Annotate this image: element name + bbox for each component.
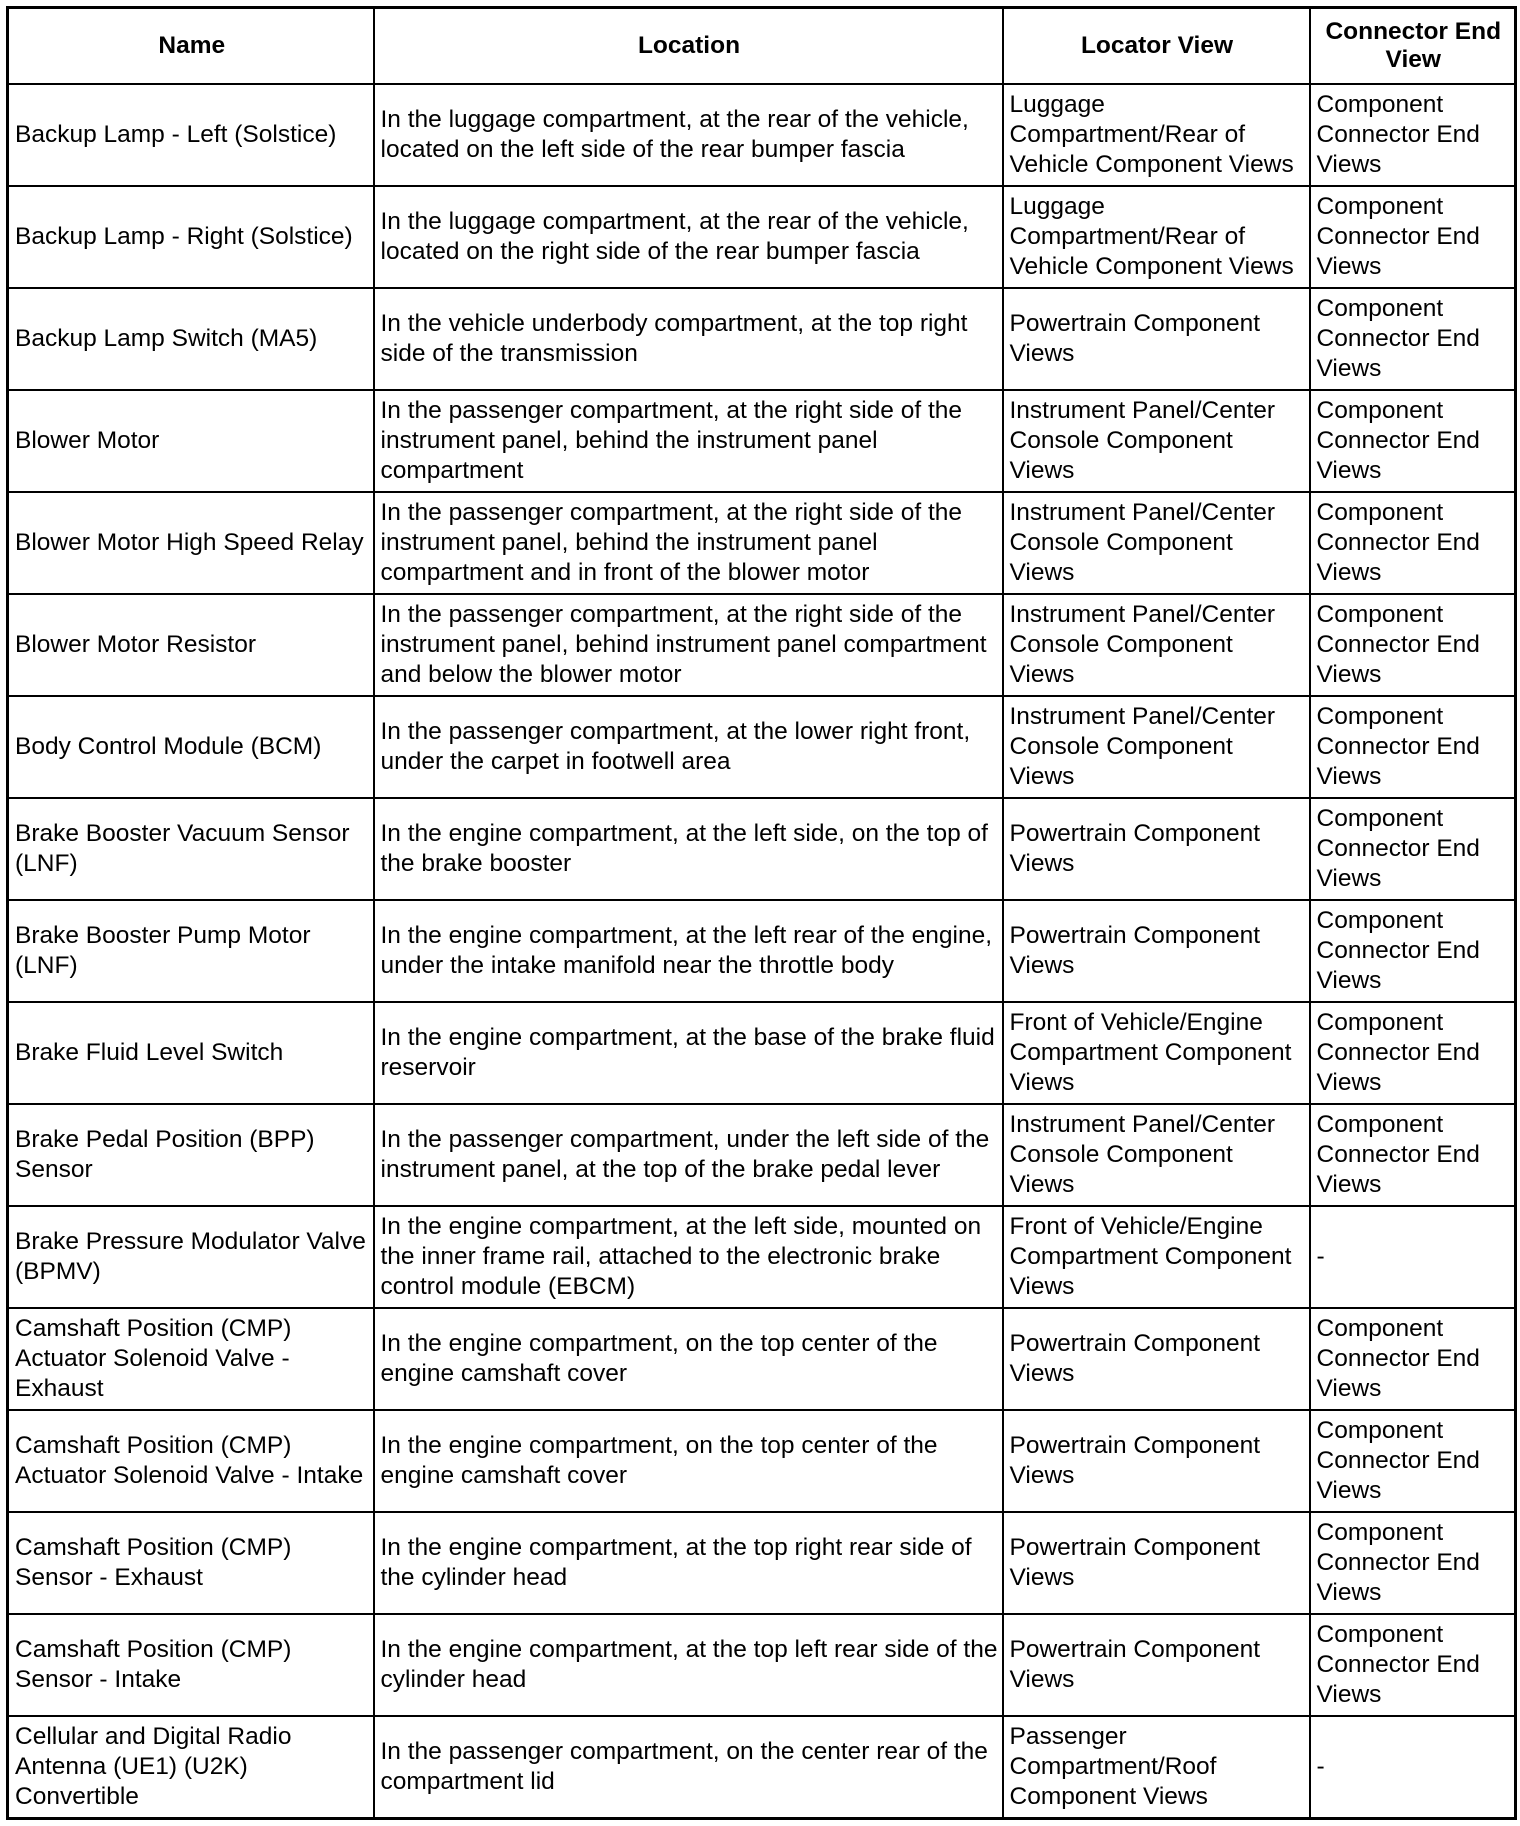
table-row: [8, 390, 1516, 492]
cell-connector-end-view: -: [1310, 1716, 1516, 1819]
cell-connector-end-view: Component Connector End Views: [1310, 1002, 1516, 1104]
cell-name: Backup Lamp - Left (Solstice): [8, 84, 374, 186]
column-header-name: Name: [8, 8, 374, 85]
cell-name: Brake Pedal Position (BPP) Sensor: [8, 1104, 374, 1206]
cell-locator-view: Instrument Panel/Center Console Component Views: [1003, 696, 1310, 798]
cell-name: Backup Lamp - Right (Solstice): [8, 186, 374, 288]
table-row: [8, 594, 1516, 696]
cell-location: In the luggage compartment, at the rear of the vehicle, located on the left side of the rear bumper fascia: [374, 84, 1003, 186]
cell-connector-end-view: Component Connector End Views: [1310, 696, 1516, 798]
cell-connector-end-view: Component Connector End Views: [1310, 1104, 1516, 1206]
cell-location: In the passenger compartment, under the left side of the instrument panel, at the top of the brake pedal lever: [374, 1104, 1003, 1206]
cell-connector-end-view: Component Connector End Views: [1310, 288, 1516, 390]
cell-locator-view: Powertrain Component Views: [1003, 900, 1310, 1002]
cell-location: In the engine compartment, on the top center of the engine camshaft cover: [374, 1308, 1003, 1410]
column-header-locator-view: Locator View: [1003, 8, 1310, 85]
table-body: [8, 84, 1516, 1819]
table-row: [8, 1002, 1516, 1104]
cell-name: Brake Booster Vacuum Sensor (LNF): [8, 798, 374, 900]
table-row: [8, 900, 1516, 1002]
cell-location: In the engine compartment, at the top left rear side of the cylinder head: [374, 1614, 1003, 1716]
cell-location: In the passenger compartment, at the lower right front, under the carpet in footwell area: [374, 696, 1003, 798]
cell-location: In the vehicle underbody compartment, at the top right side of the transmission: [374, 288, 1003, 390]
cell-locator-view: Instrument Panel/Center Console Component Views: [1003, 594, 1310, 696]
cell-locator-view: Instrument Panel/Center Console Component Views: [1003, 1104, 1310, 1206]
table-row: [8, 84, 1516, 186]
cell-location: In the passenger compartment, at the right side of the instrument panel, behind the instrument panel compartment and in front of the blower motor: [374, 492, 1003, 594]
cell-location: In the luggage compartment, at the rear of the vehicle, located on the right side of the rear bumper fascia: [374, 186, 1003, 288]
cell-name: Body Control Module (BCM): [8, 696, 374, 798]
cell-locator-view: Powertrain Component Views: [1003, 1614, 1310, 1716]
cell-name: Brake Booster Pump Motor (LNF): [8, 900, 374, 1002]
table-row: [8, 288, 1516, 390]
cell-name: Blower Motor: [8, 390, 374, 492]
cell-connector-end-view: Component Connector End Views: [1310, 186, 1516, 288]
cell-location: In the passenger compartment, at the right side of the instrument panel, behind the instrument panel compartment: [374, 390, 1003, 492]
cell-name: Blower Motor Resistor: [8, 594, 374, 696]
cell-location: In the engine compartment, at the left side, mounted on the inner frame rail, attached to the electronic brake control module (EBCM): [374, 1206, 1003, 1308]
cell-connector-end-view: Component Connector End Views: [1310, 900, 1516, 1002]
cell-name: Camshaft Position (CMP) Actuator Solenoid Valve - Exhaust: [8, 1308, 374, 1410]
column-header-connector-end-view: Connector End View: [1310, 8, 1516, 85]
cell-locator-view: Powertrain Component Views: [1003, 1410, 1310, 1512]
header-row: [8, 8, 1516, 85]
cell-locator-view: Powertrain Component Views: [1003, 1512, 1310, 1614]
cell-locator-view: Luggage Compartment/Rear of Vehicle Component Views: [1003, 84, 1310, 186]
table-row: [8, 1410, 1516, 1512]
table-row: [8, 492, 1516, 594]
cell-name: Brake Fluid Level Switch: [8, 1002, 374, 1104]
cell-location: In the passenger compartment, at the right side of the instrument panel, behind instrument panel compartment and below the blower motor: [374, 594, 1003, 696]
cell-connector-end-view: Component Connector End Views: [1310, 1512, 1516, 1614]
cell-connector-end-view: Component Connector End Views: [1310, 594, 1516, 696]
component-locator-table: [6, 6, 1517, 1820]
cell-connector-end-view: Component Connector End Views: [1310, 492, 1516, 594]
cell-connector-end-view: Component Connector End Views: [1310, 1614, 1516, 1716]
cell-locator-view: Front of Vehicle/Engine Compartment Component Views: [1003, 1206, 1310, 1308]
cell-locator-view: Powertrain Component Views: [1003, 1308, 1310, 1410]
cell-location: In the engine compartment, at the top right rear side of the cylinder head: [374, 1512, 1003, 1614]
table-row: [8, 1716, 1516, 1819]
cell-name: Camshaft Position (CMP) Actuator Solenoid Valve - Intake: [8, 1410, 374, 1512]
cell-locator-view: Instrument Panel/Center Console Component Views: [1003, 390, 1310, 492]
cell-locator-view: Instrument Panel/Center Console Component Views: [1003, 492, 1310, 594]
cell-name: Backup Lamp Switch (MA5): [8, 288, 374, 390]
cell-connector-end-view: Component Connector End Views: [1310, 1410, 1516, 1512]
table-row: [8, 186, 1516, 288]
cell-locator-view: Passenger Compartment/Roof Component Views: [1003, 1716, 1310, 1819]
cell-location: In the passenger compartment, on the center rear of the compartment lid: [374, 1716, 1003, 1819]
cell-connector-end-view: -: [1310, 1206, 1516, 1308]
table-row: [8, 1206, 1516, 1308]
cell-connector-end-view: Component Connector End Views: [1310, 1308, 1516, 1410]
cell-locator-view: Powertrain Component Views: [1003, 798, 1310, 900]
cell-name: Camshaft Position (CMP) Sensor - Exhaust: [8, 1512, 374, 1614]
table-header: [8, 8, 1516, 85]
cell-locator-view: Powertrain Component Views: [1003, 288, 1310, 390]
table-row: [8, 1104, 1516, 1206]
cell-locator-view: Front of Vehicle/Engine Compartment Component Views: [1003, 1002, 1310, 1104]
table-row: [8, 1614, 1516, 1716]
cell-name: Camshaft Position (CMP) Sensor - Intake: [8, 1614, 374, 1716]
cell-location: In the engine compartment, at the left rear of the engine, under the intake manifold near the throttle body: [374, 900, 1003, 1002]
table-row: [8, 1512, 1516, 1614]
table-row: [8, 1308, 1516, 1410]
cell-location: In the engine compartment, on the top center of the engine camshaft cover: [374, 1410, 1003, 1512]
cell-connector-end-view: Component Connector End Views: [1310, 798, 1516, 900]
table-row: [8, 798, 1516, 900]
cell-name: Blower Motor High Speed Relay: [8, 492, 374, 594]
cell-connector-end-view: Component Connector End Views: [1310, 84, 1516, 186]
cell-location: In the engine compartment, at the left side, on the top of the brake booster: [374, 798, 1003, 900]
cell-name: Cellular and Digital Radio Antenna (UE1) (U2K) Convertible: [8, 1716, 374, 1819]
table-row: [8, 696, 1516, 798]
cell-location: In the engine compartment, at the base of the brake fluid reservoir: [374, 1002, 1003, 1104]
column-header-location: Location: [374, 8, 1003, 85]
cell-locator-view: Luggage Compartment/Rear of Vehicle Component Views: [1003, 186, 1310, 288]
cell-connector-end-view: Component Connector End Views: [1310, 390, 1516, 492]
cell-name: Brake Pressure Modulator Valve (BPMV): [8, 1206, 374, 1308]
